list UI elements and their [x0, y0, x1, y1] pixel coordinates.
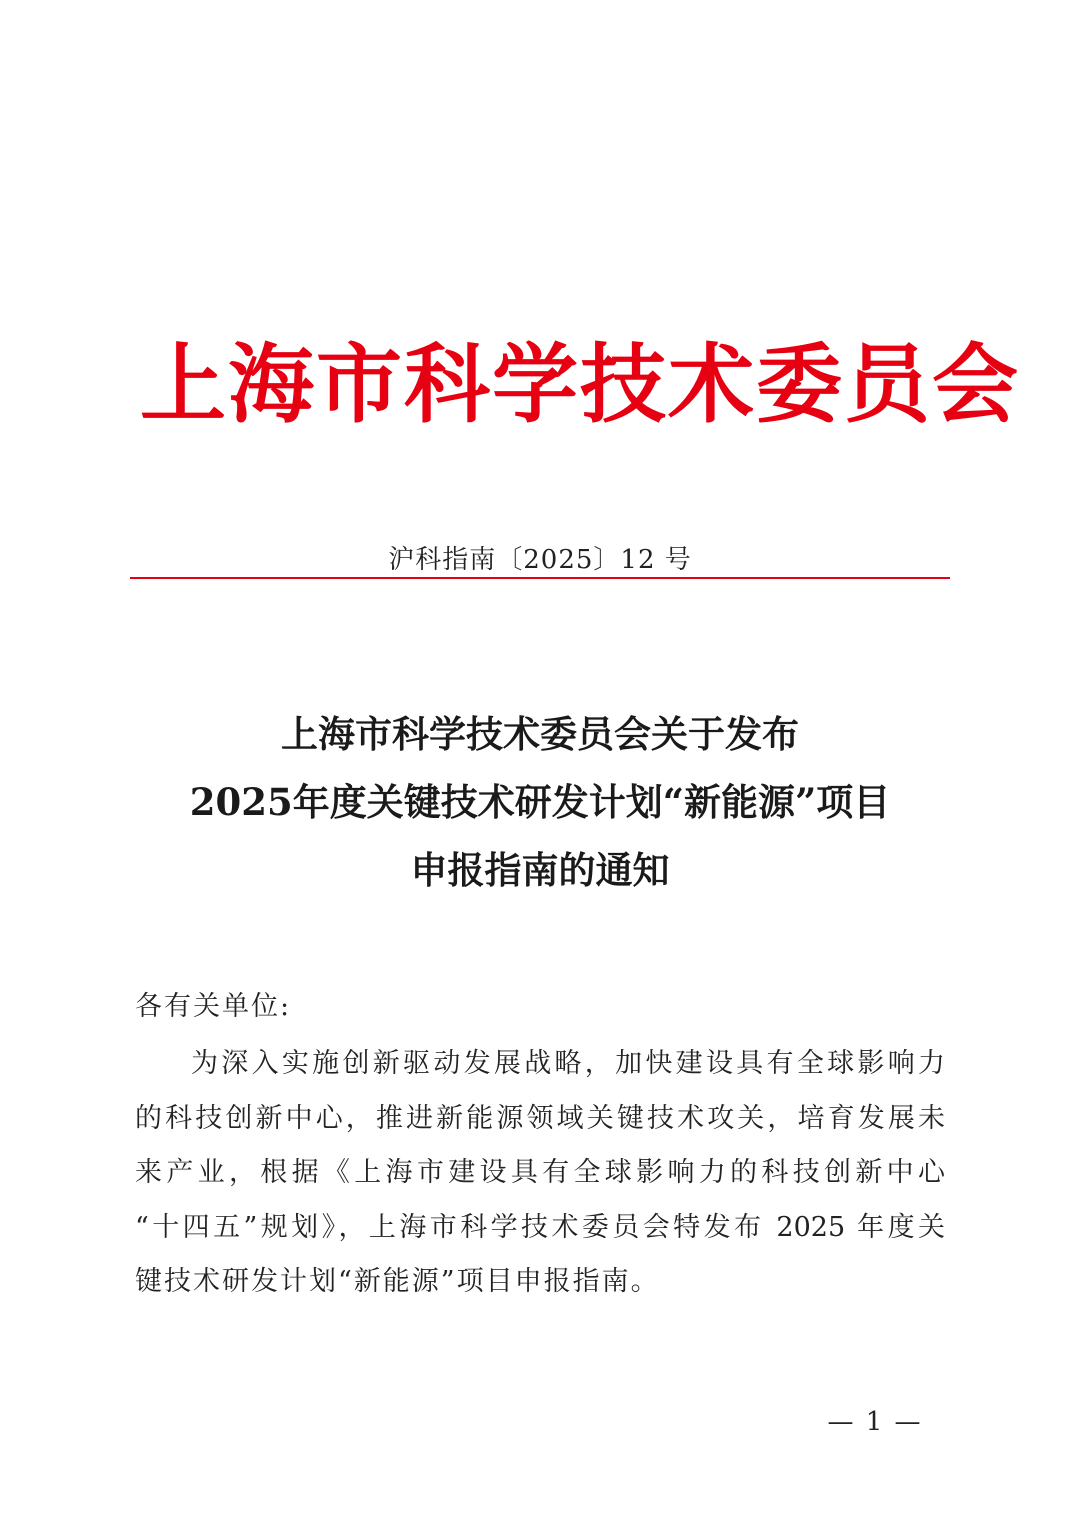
- issuing-organization-header: 上海市科学技术委员会: [140, 334, 1020, 435]
- body-line-1: 为深入实施创新驱动发展战略，加快建设具有全球影响力: [191, 1048, 945, 1079]
- title-line-1: 上海市科学技术委员会关于发布: [281, 712, 799, 756]
- document-title: [120, 700, 960, 904]
- salutation: 各有关单位:: [135, 991, 292, 1022]
- body-paragraph: [135, 1037, 945, 1310]
- title-line-3: 申报指南的通知: [410, 848, 670, 892]
- document-number: 沪科指南〔2025〕12 号: [388, 545, 692, 575]
- title-line-2: 2025年度关键技术研发计划“新能源”项目: [189, 780, 891, 824]
- body-line-5: 键技术研发计划“新能源”项目申报指南。: [135, 1266, 660, 1297]
- body-line-2: 的科技创新中心，推进新能源领域关键技术攻关，培育发展未: [135, 1102, 945, 1134]
- header-divider-line: [130, 577, 950, 579]
- body-line-4: “十四五”规划》，上海市科学技术委员会特发布 2025 年度关: [135, 1211, 945, 1243]
- body-line-3: 来产业，根据《上海市建设具有全球影响力的科技创新中心: [135, 1157, 945, 1188]
- page-number: — 1 —: [827, 1407, 923, 1437]
